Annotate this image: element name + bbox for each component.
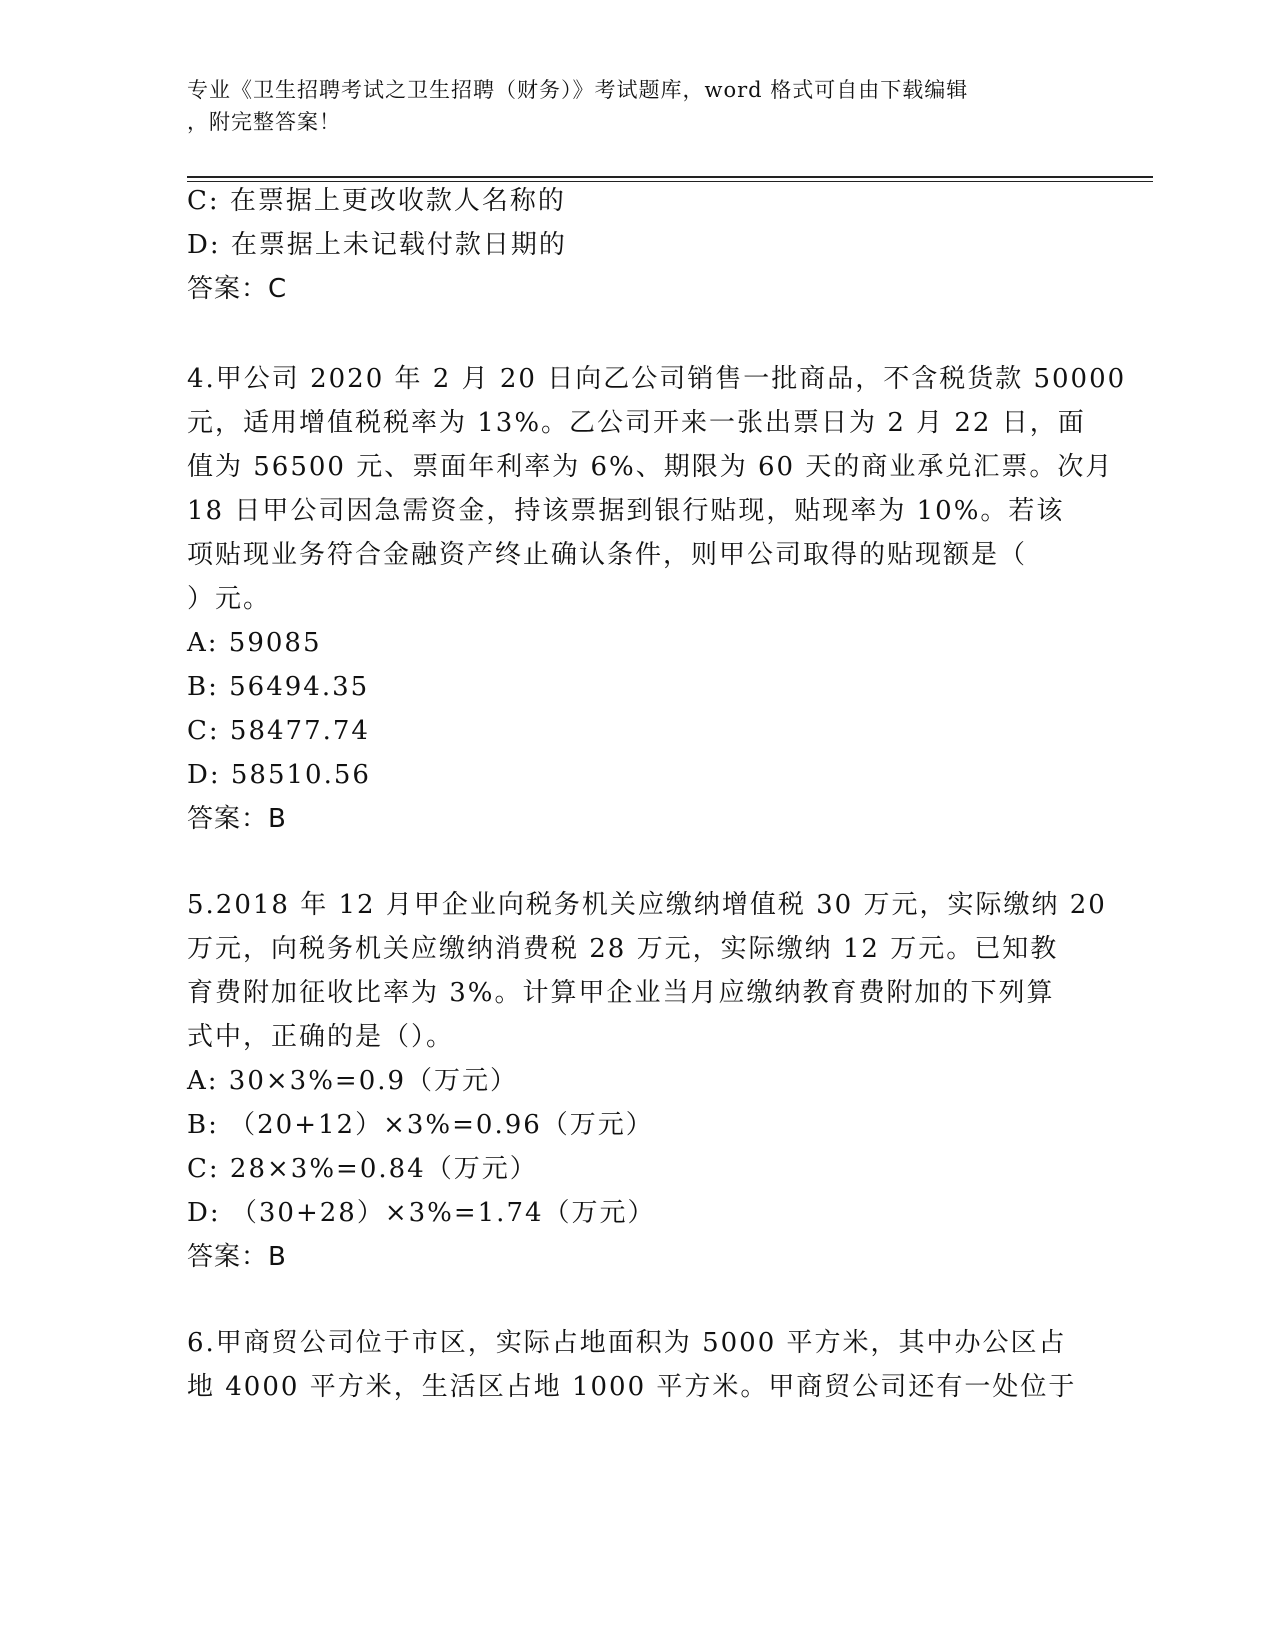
q4-text-line: 项贴现业务符合金融资产终止确认条件，则甲公司取得的贴现额是（	[187, 540, 1028, 570]
document-header	[187, 74, 1067, 138]
q5-option-a: A: 30×3%=0.9（万元）	[187, 1066, 519, 1096]
q4-text-line: 值为 56500 元、票面年利率为 6%、期限为 60 天的商业承兑汇票。次月	[187, 452, 1114, 482]
header-line-1: 专业《卫生招聘考试之卫生招聘（财务）》考试题库，word 格式可自由下载编辑	[187, 78, 969, 102]
q5-text-line: 育费附加征收比率为 3%。计算甲企业当月应缴纳教育费附加的下列算	[187, 978, 1055, 1008]
q5-option-c: C: 28×3%=0.84（万元）	[187, 1154, 538, 1184]
q5-answer: 答案：B	[187, 1242, 287, 1272]
q4-text-line: 元，适用增值税税率为 13%。乙公司开来一张出票日为 2 月 22 日，面	[187, 408, 1086, 438]
q4-answer: 答案：B	[187, 804, 287, 834]
q3-answer: 答案：C	[187, 274, 288, 304]
q6-text-line: 地 4000 平方米，生活区占地 1000 平方米。甲商贸公司还有一处位于	[187, 1372, 1077, 1402]
header-divider	[187, 176, 1153, 182]
q4-option-d: D: 58510.56	[187, 760, 371, 790]
q5-text-line: 5.2018 年 12 月甲企业向税务机关应缴纳增值税 30 万元，实际缴纳 20	[187, 890, 1107, 920]
q3-option-d: D: 在票据上未记载付款日期的	[187, 230, 567, 260]
q4-option-a: A: 59085	[187, 628, 322, 658]
q4-option-b: B: 56494.35	[187, 672, 370, 702]
q5-text-line: 万元，向税务机关应缴纳消费税 28 万元，实际缴纳 12 万元。已知教	[187, 934, 1059, 964]
q4-text-line: 4.甲公司 2020 年 2 月 20 日向乙公司销售一批商品，不含税货款 50000	[187, 364, 1127, 394]
q5-text-line: 式中，正确的是（）。	[187, 1022, 455, 1052]
header-line-2: ，附完整答案！	[187, 110, 341, 134]
q6-text-line: 6.甲商贸公司位于市区，实际占地面积为 5000 平方米，其中办公区占	[187, 1328, 1067, 1358]
q5-option-d: D: （30+28）×3%=1.74（万元）	[187, 1198, 656, 1228]
q3-option-c: C: 在票据上更改收款人名称的	[187, 186, 566, 216]
q4-option-c: C: 58477.74	[187, 716, 370, 746]
q4-text-line: ）元。	[187, 584, 272, 614]
q4-text-line: 18 日甲公司因急需资金，持该票据到银行贴现，贴现率为 10%。若该	[187, 496, 1065, 526]
q5-option-b: B: （20+12）×3%=0.96（万元）	[187, 1110, 654, 1140]
